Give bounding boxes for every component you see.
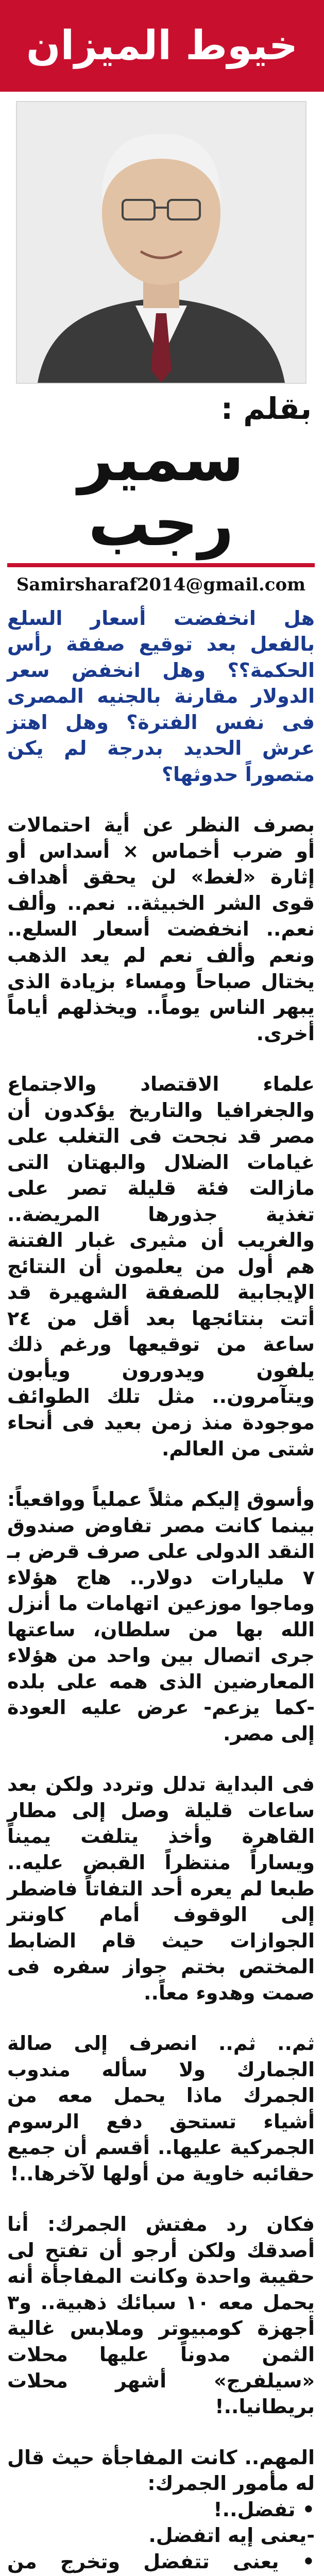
divider — [7, 563, 315, 567]
paragraph: المهم.. كانت المفاجأة حيث قال له مأمور الجمرك: • تفضل..! -يعنى إيه اتفضل. • يعنى تتفضل وتخرج من — [7, 2446, 315, 2573]
author-email: Samirsharaf2014@gmail.com — [16, 574, 306, 595]
paragraph: ثم.. ثم.. انصرف إلى صالة الجمارك ولا سأله مندوب الجمرك ماذا يحمل معه من أشياء تستحق دفع الرسوم الجمركية عليها.. أقسم أن جميع حقائبه خاوية من أولها لآخرها..! — [7, 2032, 315, 2185]
paragraph-intro: هل انخفضت أسعار السلع بالفعل بعد توقيع صفقة رأس الحكمة؟؟ وهل انخفض سعر الدولار مقارنة بالجنيه المصرى فى نفس الفترة؟ وهل اهتز عرش الحديد بدرجة لم يكن متصوراً حدوثها؟ — [7, 606, 315, 786]
paragraph: وأسوق إليكم مثلاً عملياً وواقعياً: بينما كانت مصر تفاوض صندوق النقد الدولى على صرف قرض بـ ٧ مليارات دولار.. هاج هؤلاء وماجوا موزعين اتهامات ما أنزل الله بها من سلطان، ساعتها جرى اتصال بين واحد من هؤلاء المعارضين الذى همه على بلده -كما يزعم- عرض عليه العودة إلى مصر. — [7, 1488, 315, 1745]
author-name: سمير رجب — [78, 423, 244, 560]
column-banner — [0, 0, 324, 92]
column-title: خيوط الميزان — [26, 23, 298, 69]
paragraph: علماء الاقتصاد والاجتماع والجغرافيا والتاريخ يؤكدون أن مصر قد نجحت فى التغلب على غيامات الضلال والبهتان التى مازالت فئة قليلة تصر على تغذية جذورها المريضة.. والغريب أن مثيرى غبار الفتنة هم أول من يعلمون أن النتائج الإيجابية للصفقة الشهيرة قد أتت بنتائجها بعد أقل من ٢٤ ساعة من توقيعها ورغم ذلك يلفون ويدورون ويأبون ويتآمرون.. مثل تلك الطوائف موجودة منذ زمن بعيد فى أنحاء شتى من العالم. — [7, 1073, 315, 1460]
byline-label: بقلم : — [220, 391, 312, 426]
author-portrait-icon — [17, 102, 305, 383]
paragraph: فكان رد مفتش الجمرك: أنا أصدقك ولكن أرجو أن تفتح لى حقيبة واحدة وكانت المفاجأة أنه يحمل معه ١٠ سبائك ذهبية.. و٣ أجهزة كومبيوتر وملابس غالية الثمن مدوناً عليها محلات «سيلفرج» أشهر محلات بريطانيا..! — [7, 2213, 315, 2418]
paragraph: فى البداية تدلل وتردد ولكن بعد ساعات قليلة وصل إلى مطار القاهرة وأخذ يتلفت يميناً ويساراً منتظراً القبض عليه.. طبعا لم يعره أحد التفاتاً فاضطر إلى الوقوف أمام كاونتر الجوازات حيث قام الضابط المختص بختم جواز سفره فى صمت وهدوء معاً.. — [7, 1773, 315, 2004]
author-photo — [16, 101, 306, 384]
paragraph: بصرف النظر عن أية احتمالات أو ضرب أخماس × أسداس أو إثارة «لغط» لن يحقق أهداف قوى الشر الخبيثة.. نعم.. وألف نعم.. انخفضت أسعار السلع.. ونعم وألف نعم لم يعد الذهب يختال صباحاً ومساء بزيادة الذى يبهر الناس يوماً.. ويخذلهم أياماً أخرى. — [7, 814, 315, 1045]
